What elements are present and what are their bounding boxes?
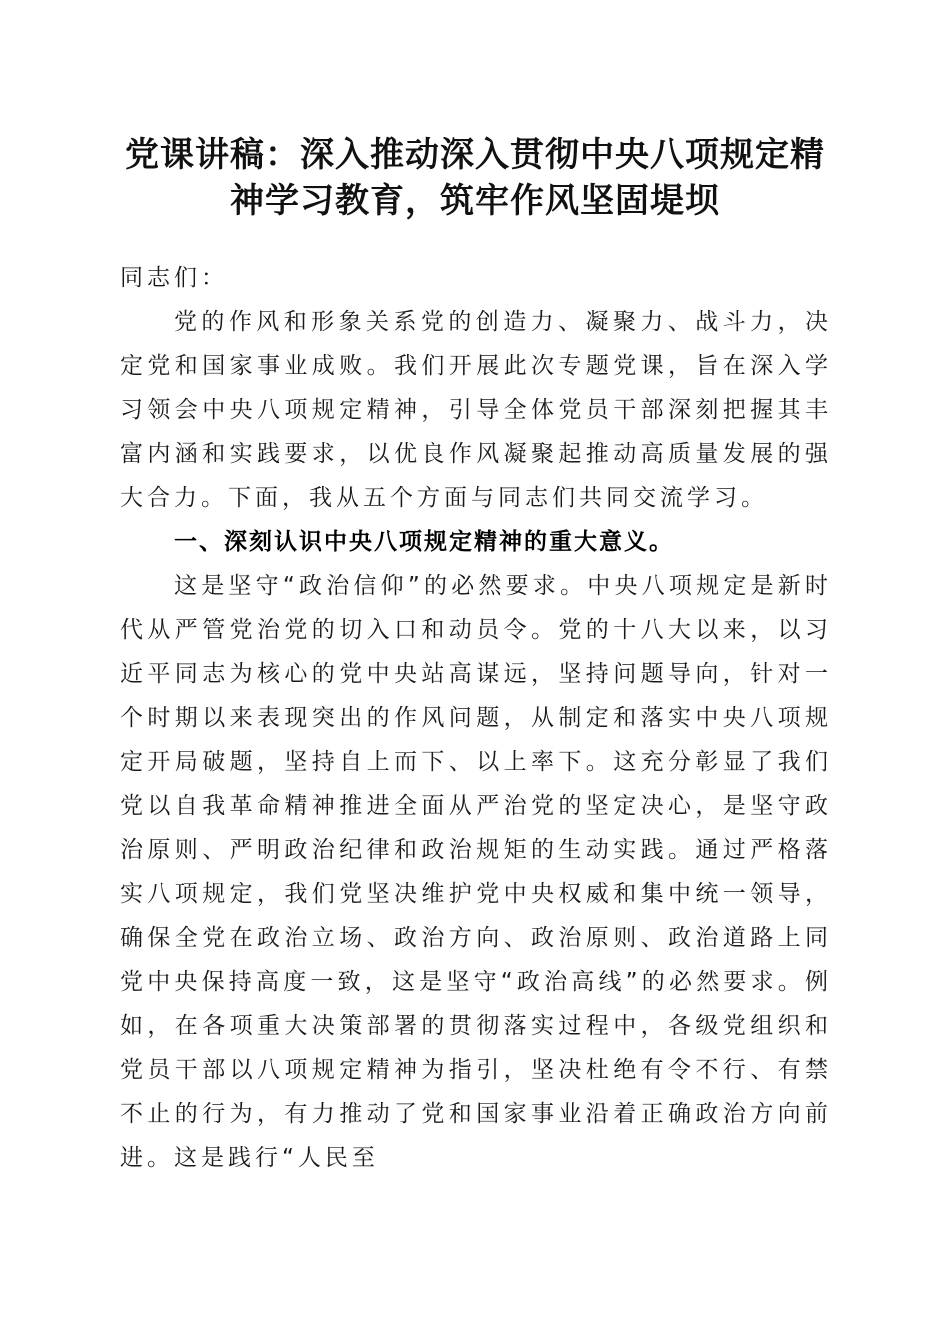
section-heading-1: 一、深刻认识中央八项规定精神的重大意义。 xyxy=(174,529,674,555)
salutation: 同志们： xyxy=(120,265,228,291)
document-body xyxy=(120,256,832,1180)
intro-paragraph: 党的作风和形象关系党的创造力、凝聚力、战斗力，决定党和国家事业成败。我们开展此次专题党课，旨在深入学习领会中央八项规定精神，引导全体党员干部深刻把握其丰富内涵和实践要求，以优良作风凝聚起推动高质量发展的强大合力。下面，我从五个方面与同志们共同交流学习。 xyxy=(120,309,832,511)
document-title: 党课讲稿：深入推动深入贯彻中央八项规定精神学习教育，筑牢作风坚固堤坝 xyxy=(125,135,825,221)
section-1-paragraph: 这是坚守“政治信仰”的必然要求。中央八项规定是新时代从严管党治党的切入口和动员令。党的十八大以来，以习近平同志为核心的党中央站高谋远，坚持问题导向，针对一个时期以来表现突出的作风问题，从制定和落实中央八项规定开局破题，坚持自上而下、以上率下。这充分彰显了我们党以自我革命精神推进全面从严治党的坚定决心，是坚守政治原则、严明政治纪律和政治规矩的生动实践。通过严格落实八项规定，我们党坚决维护党中央权威和集中统一领导，确保全党在政治立场、政治方向、政治原则、政治道路上同党中央保持高度一致，这是坚守“政治高线”的必然要求。例如，在各项重大决策部署的贯彻落实过程中，各级党组织和党员干部以八项规定精神为指引，坚决杜绝有令不行、有禁不止的行为，有力推动了党和国家事业沿着正确政治方向前进。这是践行“人民至 xyxy=(120,573,832,1171)
